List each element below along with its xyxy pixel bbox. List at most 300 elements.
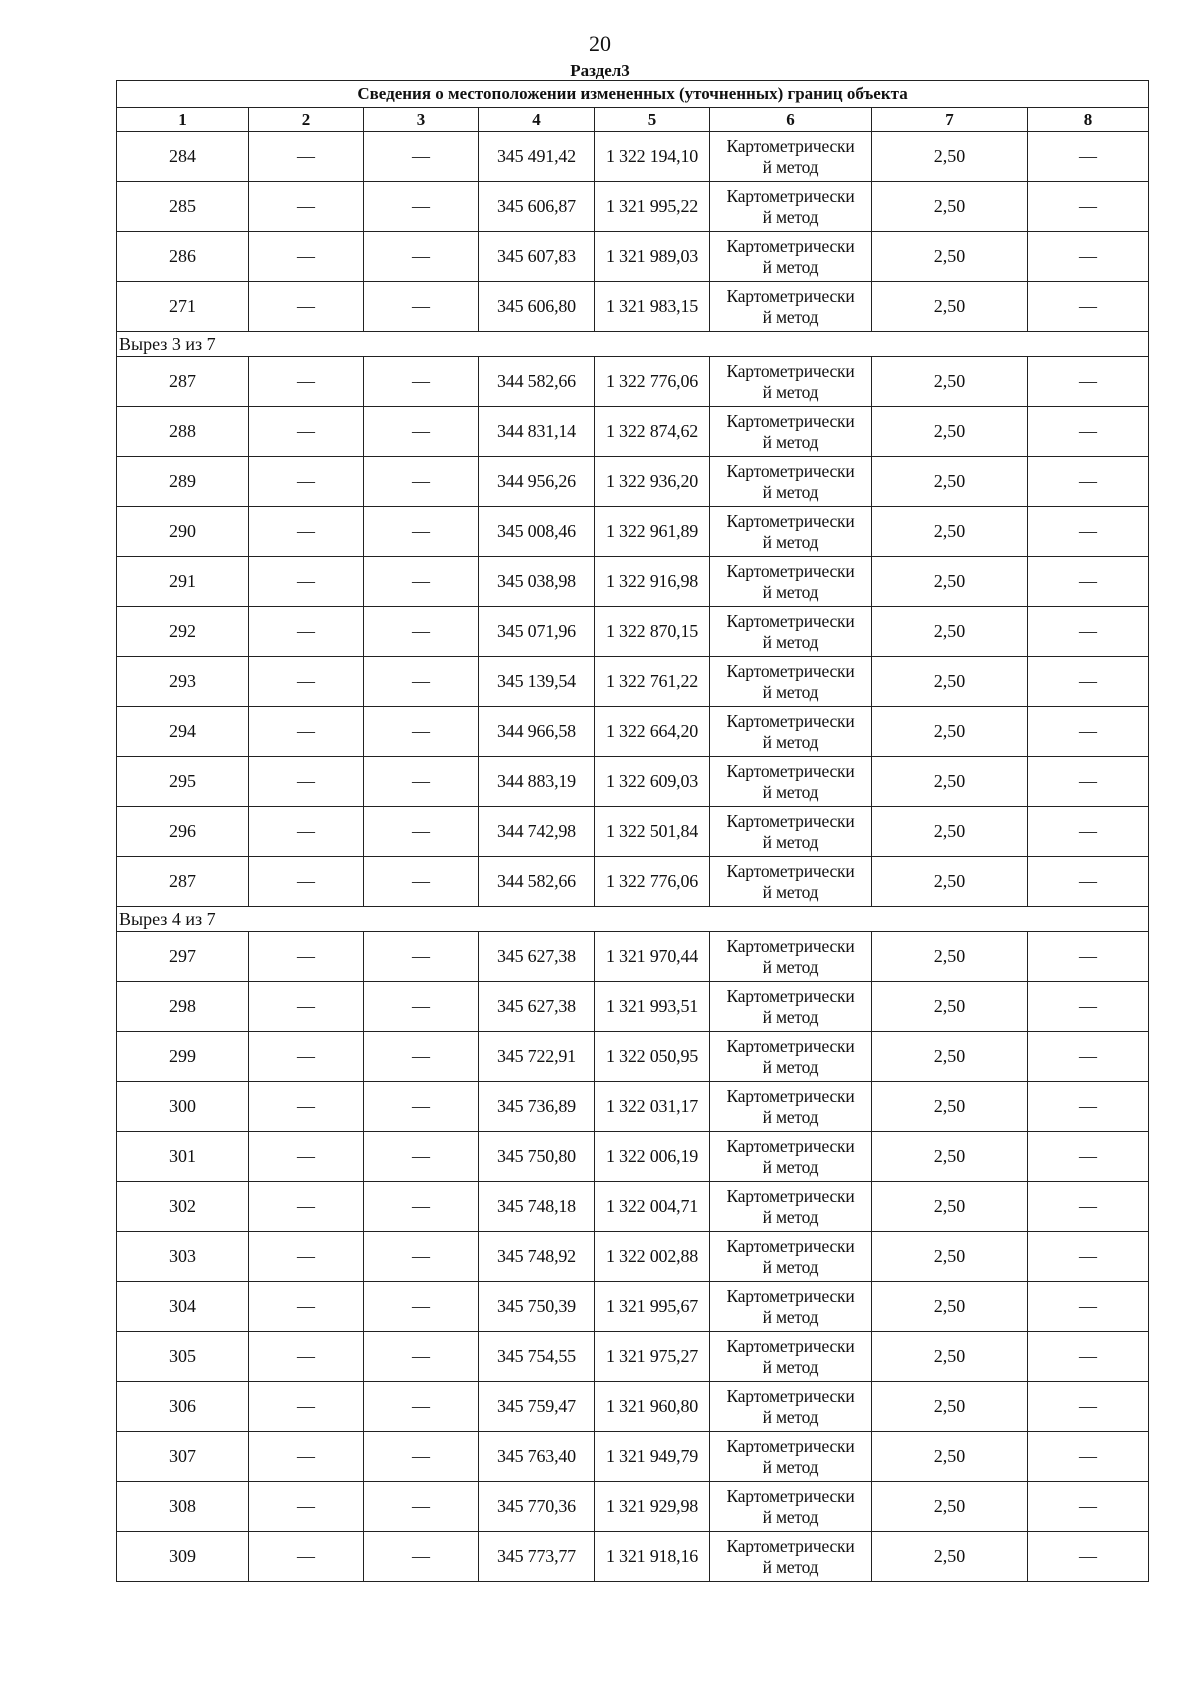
method-line-2: й метод: [762, 631, 819, 652]
column-2-cell: —: [249, 1532, 364, 1582]
method-line-2: й метод: [762, 781, 819, 802]
column-2-cell: —: [249, 357, 364, 407]
table-row: [117, 857, 1149, 907]
method-line-1: Картометрически: [726, 135, 855, 156]
column-8-cell: —: [1028, 1032, 1149, 1082]
method-line-1: Картометрически: [726, 660, 855, 681]
column-2-cell: —: [249, 1182, 364, 1232]
y-coordinate-cell: 1 321 993,51: [595, 982, 710, 1032]
y-coordinate-cell: 1 322 870,15: [595, 607, 710, 657]
column-3-cell: —: [364, 557, 479, 607]
method-line-2: й метод: [762, 381, 819, 402]
point-number-cell: 296: [117, 807, 249, 857]
method-cell: [710, 1332, 872, 1382]
column-2-cell: —: [249, 282, 364, 332]
column-3-cell: —: [364, 757, 479, 807]
method-line-1: Картометрически: [726, 710, 855, 731]
method-line-1: Картометрически: [726, 360, 855, 381]
accuracy-cell: 2,50: [872, 807, 1028, 857]
method-line-1: Картометрически: [726, 510, 855, 531]
column-2-cell: —: [249, 1282, 364, 1332]
column-3-cell: —: [364, 1332, 479, 1382]
point-number-cell: 306: [117, 1382, 249, 1432]
y-coordinate-cell: 1 322 936,20: [595, 457, 710, 507]
method-line-1: Картометрически: [726, 1085, 855, 1106]
table-row: [117, 407, 1149, 457]
method-line-2: й метод: [762, 256, 819, 277]
accuracy-cell: 2,50: [872, 1032, 1028, 1082]
method-line-2: й метод: [762, 1206, 819, 1227]
x-coordinate-cell: 345 750,80: [479, 1132, 595, 1182]
method-line-2: й метод: [762, 881, 819, 902]
x-coordinate-cell: 345 773,77: [479, 1532, 595, 1582]
method-line-1: Картометрически: [726, 235, 855, 256]
method-cell: [710, 1432, 872, 1482]
table-row: [117, 757, 1149, 807]
column-8-cell: —: [1028, 932, 1149, 982]
method-line-2: й метод: [762, 531, 819, 552]
y-coordinate-cell: 1 322 194,10: [595, 132, 710, 182]
column-8-cell: —: [1028, 507, 1149, 557]
point-number-cell: 284: [117, 132, 249, 182]
accuracy-cell: 2,50: [872, 1082, 1028, 1132]
table-row: [117, 1132, 1149, 1182]
y-coordinate-cell: 1 322 031,17: [595, 1082, 710, 1132]
accuracy-cell: 2,50: [872, 657, 1028, 707]
column-8-cell: —: [1028, 607, 1149, 657]
accuracy-cell: 2,50: [872, 1482, 1028, 1532]
method-line-2: й метод: [762, 306, 819, 327]
table-row: [117, 1482, 1149, 1532]
method-line-1: Картометрически: [726, 1535, 855, 1556]
column-8-cell: —: [1028, 182, 1149, 232]
column-number: 2: [249, 108, 364, 132]
method-cell: [710, 357, 872, 407]
accuracy-cell: 2,50: [872, 232, 1028, 282]
column-3-cell: —: [364, 1282, 479, 1332]
y-coordinate-cell: 1 322 874,62: [595, 407, 710, 457]
accuracy-cell: 2,50: [872, 282, 1028, 332]
column-2-cell: —: [249, 1382, 364, 1432]
x-coordinate-cell: 345 606,80: [479, 282, 595, 332]
y-coordinate-cell: 1 322 050,95: [595, 1032, 710, 1082]
column-3-cell: —: [364, 607, 479, 657]
method-line-2: й метод: [762, 1256, 819, 1277]
y-coordinate-cell: 1 321 918,16: [595, 1532, 710, 1582]
column-3-cell: —: [364, 1382, 479, 1432]
group-header-row: [117, 332, 1149, 357]
method-line-1: Картометрически: [726, 760, 855, 781]
column-3-cell: —: [364, 507, 479, 557]
accuracy-cell: 2,50: [872, 932, 1028, 982]
method-line-2: й метод: [762, 581, 819, 602]
method-cell: [710, 182, 872, 232]
table-row: [117, 1032, 1149, 1082]
column-8-cell: —: [1028, 1132, 1149, 1182]
method-cell: [710, 1132, 872, 1182]
x-coordinate-cell: 344 742,98: [479, 807, 595, 857]
method-cell: [710, 932, 872, 982]
point-number-cell: 302: [117, 1182, 249, 1232]
column-8-cell: —: [1028, 557, 1149, 607]
method-line-1: Картометрически: [726, 1335, 855, 1356]
point-number-cell: 287: [117, 857, 249, 907]
y-coordinate-cell: 1 322 002,88: [595, 1232, 710, 1282]
x-coordinate-cell: 345 038,98: [479, 557, 595, 607]
column-3-cell: —: [364, 357, 479, 407]
method-cell: [710, 1282, 872, 1332]
y-coordinate-cell: 1 321 989,03: [595, 232, 710, 282]
column-2-cell: —: [249, 1232, 364, 1282]
method-line-1: Картометрически: [726, 810, 855, 831]
accuracy-cell: 2,50: [872, 182, 1028, 232]
column-2-cell: —: [249, 1082, 364, 1132]
table-row: [117, 1232, 1149, 1282]
column-8-cell: —: [1028, 1332, 1149, 1382]
column-8-cell: —: [1028, 1482, 1149, 1532]
method-cell: [710, 757, 872, 807]
method-line-2: й метод: [762, 206, 819, 227]
point-number-cell: 290: [117, 507, 249, 557]
accuracy-cell: 2,50: [872, 407, 1028, 457]
column-2-cell: —: [249, 657, 364, 707]
column-2-cell: —: [249, 232, 364, 282]
table-row: [117, 1432, 1149, 1482]
table-row: [117, 282, 1149, 332]
method-line-2: й метод: [762, 1106, 819, 1127]
point-number-cell: 295: [117, 757, 249, 807]
y-coordinate-cell: 1 322 761,22: [595, 657, 710, 707]
table-row: [117, 1282, 1149, 1332]
method-line-2: й метод: [762, 1406, 819, 1427]
column-3-cell: —: [364, 1082, 479, 1132]
accuracy-cell: 2,50: [872, 1182, 1028, 1232]
method-line-2: й метод: [762, 1556, 819, 1577]
column-3-cell: —: [364, 407, 479, 457]
x-coordinate-cell: 345 071,96: [479, 607, 595, 657]
point-number-cell: 291: [117, 557, 249, 607]
table-row: [117, 607, 1149, 657]
method-line-2: й метод: [762, 481, 819, 502]
column-3-cell: —: [364, 182, 479, 232]
column-3-cell: —: [364, 457, 479, 507]
y-coordinate-cell: 1 321 970,44: [595, 932, 710, 982]
method-line-1: Картометрически: [726, 935, 855, 956]
method-cell: [710, 857, 872, 907]
method-cell: [710, 1232, 872, 1282]
column-8-cell: —: [1028, 657, 1149, 707]
column-3-cell: —: [364, 132, 479, 182]
method-cell: [710, 282, 872, 332]
point-number-cell: 299: [117, 1032, 249, 1082]
group-label: Вырез 4 из 7: [117, 907, 1149, 932]
x-coordinate-cell: 345 627,38: [479, 932, 595, 982]
accuracy-cell: 2,50: [872, 557, 1028, 607]
column-3-cell: —: [364, 1132, 479, 1182]
point-number-cell: 298: [117, 982, 249, 1032]
point-number-cell: 304: [117, 1282, 249, 1332]
y-coordinate-cell: 1 321 995,22: [595, 182, 710, 232]
method-line-2: й метод: [762, 1356, 819, 1377]
column-3-cell: —: [364, 807, 479, 857]
column-number: 3: [364, 108, 479, 132]
x-coordinate-cell: 345 770,36: [479, 1482, 595, 1532]
column-8-cell: —: [1028, 757, 1149, 807]
column-2-cell: —: [249, 457, 364, 507]
column-8-cell: —: [1028, 1182, 1149, 1232]
group-header-row: [117, 907, 1149, 932]
method-line-2: й метод: [762, 1006, 819, 1027]
table-row: [117, 932, 1149, 982]
accuracy-cell: 2,50: [872, 707, 1028, 757]
table-row: [117, 807, 1149, 857]
x-coordinate-cell: 345 763,40: [479, 1432, 595, 1482]
column-2-cell: —: [249, 557, 364, 607]
column-8-cell: —: [1028, 1232, 1149, 1282]
column-3-cell: —: [364, 657, 479, 707]
method-line-1: Картометрически: [726, 185, 855, 206]
y-coordinate-cell: 1 321 960,80: [595, 1382, 710, 1432]
method-cell: [710, 1182, 872, 1232]
column-2-cell: —: [249, 407, 364, 457]
method-line-1: Картометрически: [726, 860, 855, 881]
accuracy-cell: 2,50: [872, 1132, 1028, 1182]
table-row: [117, 182, 1149, 232]
column-3-cell: —: [364, 1182, 479, 1232]
point-number-cell: 300: [117, 1082, 249, 1132]
method-cell: [710, 1082, 872, 1132]
column-3-cell: —: [364, 1482, 479, 1532]
page-number: 20: [589, 31, 611, 56]
table-row: [117, 1332, 1149, 1382]
point-number-cell: 303: [117, 1232, 249, 1282]
point-number-cell: 305: [117, 1332, 249, 1382]
method-cell: [710, 232, 872, 282]
y-coordinate-cell: 1 322 006,19: [595, 1132, 710, 1182]
column-8-cell: —: [1028, 1282, 1149, 1332]
boundary-coordinates-table: [116, 80, 1149, 1582]
column-8-cell: —: [1028, 1432, 1149, 1482]
y-coordinate-cell: 1 321 995,67: [595, 1282, 710, 1332]
x-coordinate-cell: 345 748,92: [479, 1232, 595, 1282]
y-coordinate-cell: 1 322 776,06: [595, 357, 710, 407]
column-number: 6: [710, 108, 872, 132]
column-3-cell: —: [364, 282, 479, 332]
table-row: [117, 1082, 1149, 1132]
y-coordinate-cell: 1 322 004,71: [595, 1182, 710, 1232]
method-line-1: Картометрически: [726, 1185, 855, 1206]
point-number-cell: 285: [117, 182, 249, 232]
column-2-cell: —: [249, 182, 364, 232]
accuracy-cell: 2,50: [872, 457, 1028, 507]
column-8-cell: —: [1028, 1532, 1149, 1582]
method-line-2: й метод: [762, 1456, 819, 1477]
method-line-2: й метод: [762, 156, 819, 177]
accuracy-cell: 2,50: [872, 757, 1028, 807]
method-cell: [710, 982, 872, 1032]
table-row: [117, 557, 1149, 607]
table-row: [117, 132, 1149, 182]
column-number: 5: [595, 108, 710, 132]
point-number-cell: 286: [117, 232, 249, 282]
method-line-1: Картометрически: [726, 1235, 855, 1256]
table-row: [117, 707, 1149, 757]
column-number: 8: [1028, 108, 1149, 132]
y-coordinate-cell: 1 321 975,27: [595, 1332, 710, 1382]
table-caption-row: [117, 81, 1149, 108]
x-coordinate-cell: 345 722,91: [479, 1032, 595, 1082]
column-3-cell: —: [364, 857, 479, 907]
point-number-cell: 301: [117, 1132, 249, 1182]
accuracy-cell: 2,50: [872, 1382, 1028, 1432]
y-coordinate-cell: 1 322 664,20: [595, 707, 710, 757]
method-line-1: Картометрически: [726, 460, 855, 481]
point-number-cell: 288: [117, 407, 249, 457]
group-label: Вырез 3 из 7: [117, 332, 1149, 357]
table-row: [117, 507, 1149, 557]
x-coordinate-cell: 345 606,87: [479, 182, 595, 232]
table-row: [117, 357, 1149, 407]
column-3-cell: —: [364, 1432, 479, 1482]
column-2-cell: —: [249, 932, 364, 982]
x-coordinate-cell: 345 491,42: [479, 132, 595, 182]
method-cell: [710, 132, 872, 182]
accuracy-cell: 2,50: [872, 1532, 1028, 1582]
method-line-2: й метод: [762, 956, 819, 977]
method-line-1: Картометрически: [726, 1035, 855, 1056]
accuracy-cell: 2,50: [872, 132, 1028, 182]
method-cell: [710, 457, 872, 507]
table-row: [117, 1182, 1149, 1232]
column-8-cell: —: [1028, 707, 1149, 757]
point-number-cell: 309: [117, 1532, 249, 1582]
method-line-2: й метод: [762, 1156, 819, 1177]
point-number-cell: 292: [117, 607, 249, 657]
accuracy-cell: 2,50: [872, 857, 1028, 907]
method-line-1: Картометрически: [726, 610, 855, 631]
column-2-cell: —: [249, 507, 364, 557]
point-number-cell: 289: [117, 457, 249, 507]
column-8-cell: —: [1028, 407, 1149, 457]
x-coordinate-cell: 345 736,89: [479, 1082, 595, 1132]
method-cell: [710, 1032, 872, 1082]
method-line-2: й метод: [762, 681, 819, 702]
column-8-cell: —: [1028, 982, 1149, 1032]
table-row: [117, 1382, 1149, 1432]
method-line-1: Картометрически: [726, 1285, 855, 1306]
column-2-cell: —: [249, 1032, 364, 1082]
column-8-cell: —: [1028, 132, 1149, 182]
accuracy-cell: 2,50: [872, 982, 1028, 1032]
x-coordinate-cell: 344 831,14: [479, 407, 595, 457]
column-2-cell: —: [249, 982, 364, 1032]
method-line-1: Картометрически: [726, 1135, 855, 1156]
column-3-cell: —: [364, 932, 479, 982]
column-3-cell: —: [364, 1032, 479, 1082]
accuracy-cell: 2,50: [872, 607, 1028, 657]
column-3-cell: —: [364, 1232, 479, 1282]
y-coordinate-cell: 1 322 961,89: [595, 507, 710, 557]
x-coordinate-cell: 345 759,47: [479, 1382, 595, 1432]
x-coordinate-cell: 344 956,26: [479, 457, 595, 507]
method-line-1: Картометрически: [726, 1435, 855, 1456]
method-cell: [710, 507, 872, 557]
y-coordinate-cell: 1 322 916,98: [595, 557, 710, 607]
x-coordinate-cell: 344 883,19: [479, 757, 595, 807]
accuracy-cell: 2,50: [872, 1232, 1028, 1282]
column-2-cell: —: [249, 757, 364, 807]
accuracy-cell: 2,50: [872, 357, 1028, 407]
column-2-cell: —: [249, 857, 364, 907]
column-2-cell: —: [249, 1432, 364, 1482]
column-number: 4: [479, 108, 595, 132]
method-line-2: й метод: [762, 431, 819, 452]
method-cell: [710, 807, 872, 857]
method-cell: [710, 1382, 872, 1432]
x-coordinate-cell: 345 008,46: [479, 507, 595, 557]
y-coordinate-cell: 1 321 949,79: [595, 1432, 710, 1482]
point-number-cell: 308: [117, 1482, 249, 1532]
column-8-cell: —: [1028, 457, 1149, 507]
method-line-2: й метод: [762, 1506, 819, 1527]
point-number-cell: 294: [117, 707, 249, 757]
y-coordinate-cell: 1 322 609,03: [595, 757, 710, 807]
method-cell: [710, 557, 872, 607]
method-line-2: й метод: [762, 831, 819, 852]
point-number-cell: 287: [117, 357, 249, 407]
method-cell: [710, 657, 872, 707]
section-title: Раздел3: [570, 61, 630, 80]
column-8-cell: —: [1028, 357, 1149, 407]
column-3-cell: —: [364, 232, 479, 282]
table-row: [117, 232, 1149, 282]
y-coordinate-cell: 1 322 776,06: [595, 857, 710, 907]
table-row: [117, 1532, 1149, 1582]
x-coordinate-cell: 344 966,58: [479, 707, 595, 757]
method-line-2: й метод: [762, 1306, 819, 1327]
method-cell: [710, 1532, 872, 1582]
x-coordinate-cell: 344 582,66: [479, 857, 595, 907]
method-line-1: Картометрически: [726, 985, 855, 1006]
column-8-cell: —: [1028, 857, 1149, 907]
column-8-cell: —: [1028, 232, 1149, 282]
accuracy-cell: 2,50: [872, 507, 1028, 557]
column-2-cell: —: [249, 707, 364, 757]
column-2-cell: —: [249, 1482, 364, 1532]
point-number-cell: 271: [117, 282, 249, 332]
y-coordinate-cell: 1 322 501,84: [595, 807, 710, 857]
column-2-cell: —: [249, 607, 364, 657]
column-number: 7: [872, 108, 1028, 132]
column-3-cell: —: [364, 1532, 479, 1582]
x-coordinate-cell: 345 748,18: [479, 1182, 595, 1232]
column-2-cell: —: [249, 1132, 364, 1182]
column-8-cell: —: [1028, 282, 1149, 332]
column-number-row: [117, 108, 1149, 132]
method-line-1: Картометрически: [726, 560, 855, 581]
x-coordinate-cell: 345 627,38: [479, 982, 595, 1032]
table-caption: Сведения о местоположении измененных (уточненных) границ объекта: [117, 81, 1149, 108]
x-coordinate-cell: 344 582,66: [479, 357, 595, 407]
y-coordinate-cell: 1 321 983,15: [595, 282, 710, 332]
column-3-cell: —: [364, 707, 479, 757]
x-coordinate-cell: 345 750,39: [479, 1282, 595, 1332]
method-cell: [710, 607, 872, 657]
method-line-1: Картометрически: [726, 1385, 855, 1406]
point-number-cell: 307: [117, 1432, 249, 1482]
point-number-cell: 293: [117, 657, 249, 707]
column-2-cell: —: [249, 132, 364, 182]
